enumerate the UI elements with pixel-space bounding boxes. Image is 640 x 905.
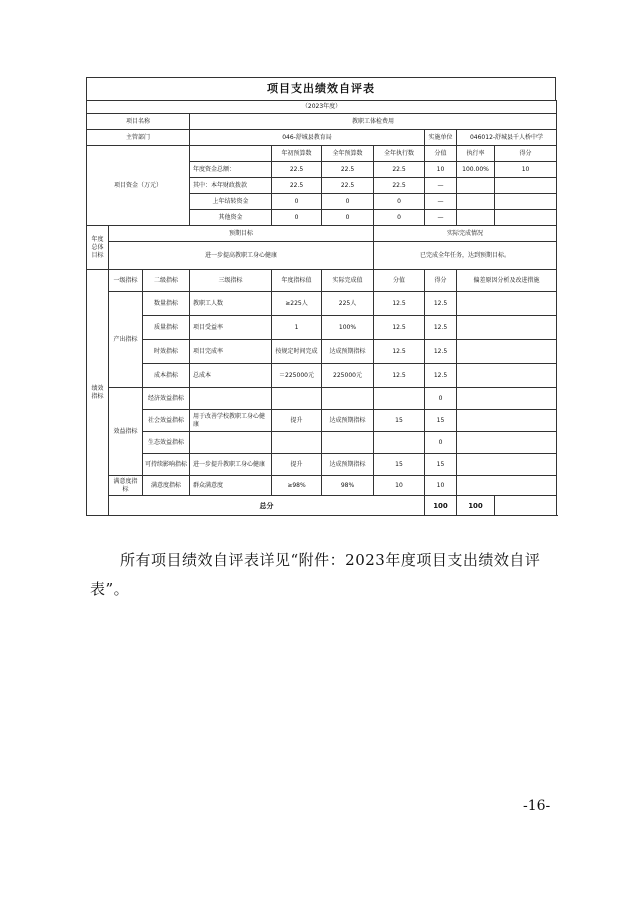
funds-cell <box>495 178 557 194</box>
unit-label: 实施单位 <box>425 130 457 146</box>
funds-header: 得分 <box>495 146 557 162</box>
funds-cell: 22.5 <box>374 162 425 178</box>
table-cell: 数量指标 <box>143 292 190 316</box>
table-cell: 项目完成率 <box>190 340 272 364</box>
table-cell <box>322 388 374 410</box>
funds-cell <box>457 210 495 226</box>
funds-header: 全年执行数 <box>374 146 425 162</box>
table-cell: 项目受益率 <box>190 316 272 340</box>
table-cell: 15 <box>425 410 457 432</box>
table-cell <box>457 476 557 496</box>
table-cell <box>272 432 322 454</box>
project-name-value: 教职工体检费用 <box>190 114 557 130</box>
funds-cell: 0 <box>322 194 374 210</box>
table-cell: 满意度指标 <box>143 476 190 496</box>
table-cell: 社会效益指标 <box>143 410 190 432</box>
dept-value: 046-舒城县教育局 <box>190 130 425 146</box>
funds-cell: — <box>425 178 457 194</box>
funds-cell: 22.5 <box>322 178 374 194</box>
satisfaction-indicator-label: 满意度指标 <box>109 476 143 496</box>
funds-header: 全年预算数 <box>322 146 374 162</box>
total-label: 总分 <box>109 496 425 516</box>
funds-cell: 10 <box>425 162 457 178</box>
table-cell: 教职工人数 <box>190 292 272 316</box>
form-title: 项目支出绩效自评表 <box>86 77 556 100</box>
table-cell: 提升 <box>272 454 322 476</box>
table-cell: 经济效益指标 <box>143 388 190 410</box>
table-cell <box>322 432 374 454</box>
funds-header: 年初预算数 <box>272 146 322 162</box>
funds-cell: — <box>425 194 457 210</box>
table-cell: 12.5 <box>374 316 425 340</box>
funds-header: 分值 <box>425 146 457 162</box>
table-cell: 达成预期指标 <box>322 410 374 432</box>
table-cell: ≥98% <box>272 476 322 496</box>
table-cell: 15 <box>374 410 425 432</box>
perf-header: 年度指标值 <box>272 270 322 292</box>
perf-header: 实际完成值 <box>322 270 374 292</box>
table-cell <box>457 364 557 388</box>
table-cell: 按规定时间完成 <box>272 340 322 364</box>
funds-cell: 22.5 <box>272 162 322 178</box>
funds-cell: 10 <box>495 162 557 178</box>
funds-cell: 22.5 <box>272 178 322 194</box>
funds-header: 执行率 <box>457 146 495 162</box>
funds-row-name: 其他资金 <box>190 210 272 226</box>
funds-cell: 22.5 <box>322 162 374 178</box>
year-label: （2023年度） <box>87 101 557 114</box>
table-cell <box>457 432 557 454</box>
table-cell <box>495 496 557 516</box>
total-got: 100 <box>457 496 495 516</box>
performance-self-evaluation-form <box>86 77 556 516</box>
funds-cell: 0 <box>272 194 322 210</box>
expected-goal-text: 进一步提高教职工身心健康 <box>109 242 374 270</box>
table-cell <box>374 388 425 410</box>
table-cell: 达成预期指标 <box>322 454 374 476</box>
table-cell <box>374 432 425 454</box>
table-cell <box>457 340 557 364</box>
table-cell: ≥225人 <box>272 292 322 316</box>
output-indicator-label: 产出指标 <box>109 292 143 388</box>
body-paragraph: 所有项目绩效自评表详见“附件：2023年度项目支出绩效自评表”。 <box>90 551 541 598</box>
annual-goal-label: 年度总体目标 <box>87 226 109 270</box>
funds-cell: 22.5 <box>374 178 425 194</box>
table-cell: 15 <box>374 454 425 476</box>
funds-cell <box>495 210 557 226</box>
table-cell: 10 <box>425 476 457 496</box>
table-cell: 可持续影响指标 <box>143 454 190 476</box>
unit-value: 046012-舒城县千人桥中学 <box>457 130 557 146</box>
table-cell <box>190 388 272 410</box>
table-cell: 时效指标 <box>143 340 190 364</box>
funds-cell <box>495 194 557 210</box>
funds-cell: — <box>425 210 457 226</box>
table-cell: 用于改善学校教职工身心健康 <box>190 410 272 432</box>
table-cell: 进一步提升教职工身心健康 <box>190 454 272 476</box>
funds-cell <box>457 194 495 210</box>
perf-label: 绩效指标 <box>87 270 109 516</box>
table-cell <box>457 316 557 340</box>
table-cell: 0 <box>425 388 457 410</box>
table-cell: 1 <box>272 316 322 340</box>
expected-goal-header: 预期目标 <box>109 226 374 242</box>
funds-header-blank <box>190 146 272 162</box>
funds-cell: 100.00% <box>457 162 495 178</box>
table-cell <box>190 432 272 454</box>
table-cell: 15 <box>425 454 457 476</box>
table-cell: 质量指标 <box>143 316 190 340</box>
table-cell: 98% <box>322 476 374 496</box>
table-cell <box>457 388 557 410</box>
funds-row-name: 其中：本年财政拨款 <box>190 178 272 194</box>
table-cell <box>457 410 557 432</box>
evaluation-table <box>86 100 557 516</box>
benefit-indicator-label: 效益指标 <box>109 388 143 476</box>
dept-label: 主管部门 <box>87 130 190 146</box>
perf-header: 分值 <box>374 270 425 292</box>
table-cell: 12.5 <box>374 364 425 388</box>
funds-cell: 0 <box>322 210 374 226</box>
table-cell: 225人 <box>322 292 374 316</box>
actual-result-header: 实际完成情况 <box>374 226 557 242</box>
funds-cell <box>457 178 495 194</box>
table-cell: 提升 <box>272 410 322 432</box>
table-cell <box>457 292 557 316</box>
funds-row-name: 年度资金总额： <box>190 162 272 178</box>
table-cell: 225000元 <box>322 364 374 388</box>
table-cell: 达成预期指标 <box>322 340 374 364</box>
table-cell: 生态效益指标 <box>143 432 190 454</box>
perf-header: 三级指标 <box>190 270 272 292</box>
actual-result-text: 已完成全年任务，达到预期目标。 <box>374 242 557 270</box>
funds-cell: 0 <box>374 194 425 210</box>
table-cell: ＝225000元 <box>272 364 322 388</box>
table-cell: 群众满意度 <box>190 476 272 496</box>
table-cell: 100% <box>322 316 374 340</box>
table-cell <box>457 454 557 476</box>
funds-cell: 0 <box>272 210 322 226</box>
funds-row-name: 上年结转资金 <box>190 194 272 210</box>
perf-header: 得分 <box>425 270 457 292</box>
perf-header: 偏差原因分析及改进措施 <box>457 270 557 292</box>
perf-header: 一级指标 <box>109 270 143 292</box>
page-number: -16- <box>523 798 551 814</box>
funds-cell: 0 <box>374 210 425 226</box>
table-cell: 10 <box>374 476 425 496</box>
table-cell: 12.5 <box>374 340 425 364</box>
table-cell: 12.5 <box>425 316 457 340</box>
table-cell: 12.5 <box>374 292 425 316</box>
table-cell: 12.5 <box>425 364 457 388</box>
table-cell: 12.5 <box>425 292 457 316</box>
funds-label: 项目资金（万元） <box>87 146 190 226</box>
table-cell: 12.5 <box>425 340 457 364</box>
total-score: 100 <box>425 496 457 516</box>
table-cell: 总成本 <box>190 364 272 388</box>
project-name-label: 项目名称 <box>87 114 190 130</box>
table-cell: 0 <box>425 432 457 454</box>
table-cell <box>272 388 322 410</box>
perf-header: 二级指标 <box>143 270 190 292</box>
table-cell: 成本指标 <box>143 364 190 388</box>
